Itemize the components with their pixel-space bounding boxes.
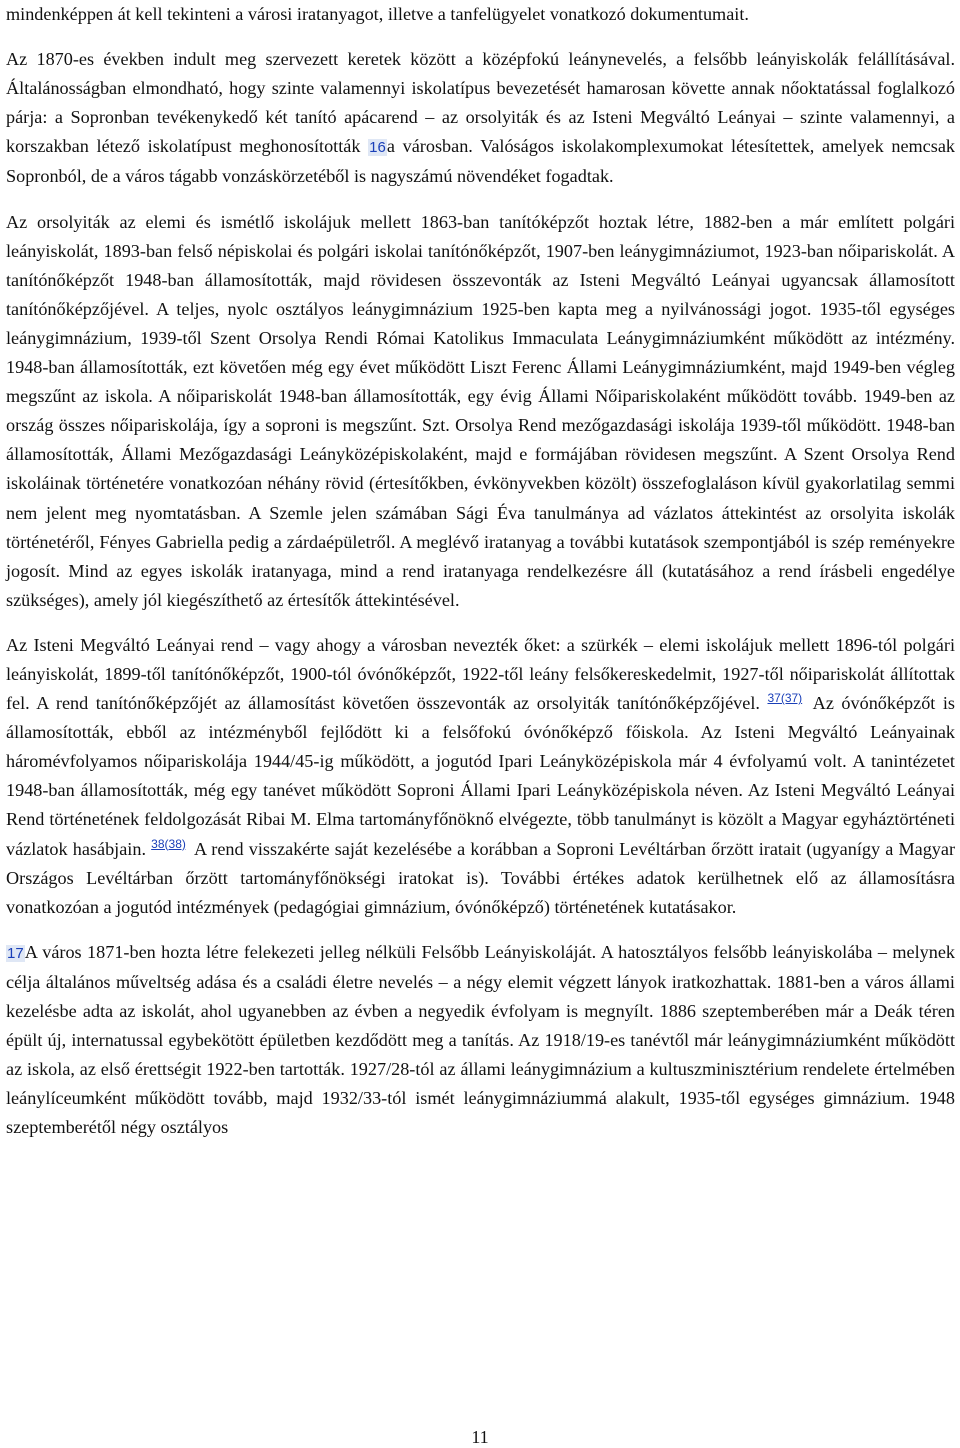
paragraph-text: a városban. Valóságos iskolakomplexumokat létesítettek, amelyek nemcsak Sopronból, de a város tágabb vonzáskörzetéből is nagyszámú növendéket fogadtak. [6, 136, 955, 187]
paragraph-text: A város 1871-ben hozta létre felekezeti jelleg nélküli Felsőbb Leányiskoláját. A hatosztályos felsőbb leányiskolába – melynek célja általános műveltség adása és a családi életre nevelés – a négy elemit végzett lányok iratkozhattak. 1881-ben a város állami kezelésbe adta az iskolát, ahol ugyanebben az évben a negyedik évfolyam is megnyílt. 1886 szeptemberében már a Deák téren épült új, internatussal egybekötött épületben kezdődött meg a tanítás. Az 1918/19-es tanévtől már leánygimnáziumként működött az iskola, az első érettségit 1922-ben tartották. 1927/28-tól az állami leánygimnázium a kultuszminisztérium rendelete értelmében leánylíceumként működött tovább, majd 1932/33-tól ismét leánygimnáziummá alakult, 1935-től egységes gimnázium. 1948 szeptemberétől négy osztályos [6, 941, 955, 1138]
paragraph-text: Az óvónőképzőt is államosították, ebből az intézményből fejlődött ki a felsőfokú óvónőképző főiskola. Az Isteni Megváltó Leányainak háromévfolyamos nőipariskolája 1944/45-ig működött, a jogutód Ipari Leányközépiskola már 4 évfolyamú volt. A tanintézetet 1948-ban államosították, még egy tanévet működött Soproni Állami Ipari Leányközépiskola néven. Az Isteni Megváltó Leányai Rend történetének feldolgozását Ribai M. Elma tartományfőnöknő elvégezte, több tanulmányt is közölt a Magyar egyháztörténeti vázlatok hasábjain. [6, 693, 956, 859]
page-number: 11 [471, 1427, 489, 1447]
paragraph-gap [6, 615, 955, 631]
paragraph-text: Az 1870-es években indult meg szervezett keretek között a középfokú leánynevelés, a felsőbb leányiskolák felállításával. Általánosságban elmondható, hogy szinte valamennyi iskolatípus bevezetését hamarosan követte annak nőoktatással foglalkozó párja: a Sopronban tevékenykedő két tanító apácarend – az orsolyiták és az Isteni Megváltó Leányai – szinte valamennyi, a korszakban létező iskolatípust meghonosították [6, 49, 955, 157]
paragraph-secondary-education [6, 45, 955, 191]
paragraph-gap [6, 29, 955, 45]
paragraph-intro-end: mindenképpen át kell tekinteni a városi iratanyagot, illetve a tanfelügyelet vonatkozó dokumentumait. [6, 4, 749, 24]
paragraph-text: A rend visszakérte saját kezelésébe a korábban a Soproni Levéltárban őrzött iratait (ugyanígy a Magyar Országos Levéltárban őrzött tartományfőnökségi iratokat is). További értékes adatok kerülhetnek elő az államosításra vonatkozóan a jogutód intézmények (pedagógiai gimnázium, óvónőképző) történetének kutatásakor. [6, 838, 956, 917]
document-body [6, 0, 955, 1142]
paragraph-isteni-megvalto-schools [6, 631, 955, 922]
footnote-link-37[interactable]: 37(37) [767, 691, 803, 706]
footnote-link-38[interactable]: 38(38) [151, 836, 186, 851]
page-marker-16: 16 [369, 139, 386, 157]
paragraph-text: Az Isteni Megváltó Leányai rend – vagy ahogy a városban nevezték őket: a szürkék – elemi iskolájuk mellett 1896-tól polgári leányiskolát, 1899-től tanítónőképzőt, 1900-tól óvónőképzőt, 1922-től leány felsőkereskedelmit, 1927-től nőipariskolát állítottak fel. A rend tanítónőképzőjét az államosítást követően összevonták az orsolyiták tanítónőképzőjével. [6, 634, 955, 714]
paragraph-city-girls-school [6, 938, 955, 1143]
paragraph-gap [6, 192, 955, 208]
paragraph-orsolyita-schools: Az orsolyiták az elemi és ismétlő iskolájuk mellett 1863-ban tanítóképzőt hoztak létre, 1882-ben a már említett polgári leányiskolát, 1893-ban felső népiskolai és polgári iskolai tanítónőképzőt, 1907-ben leánygimnáziumot, 1923-ban nőipariskolát. A tanítónőképzőt 1948-ban államosították, majd rövidesen összevonták az Isteni Megváltó Leányai ugyancsak államosított tanítónőképzőjével. A teljes, nyolc osztályos leánygimnázium 1925-ben kapta meg a nyilvánossági jogot. 1935-től egységes leánygimnázium, 1939-től Szent Orsolya Rendi Római Katolikus Immaculata Leánygimnáziumként működött az intézmény. 1948-ban államosították, ezt követően még egy évet működött Liszt Ferenc Állami Leánygimnáziumként, majd 1949-ben végleg megszűnt az iskola. A nőipariskolát 1948-ban államosították, egy évig Állami Nőipariskolaként működött tovább. 1949-ben az ország összes nőipariskolája, így a soproni is megszűnt. Szt. Orsolya Rend mezőgazdasági iskolája 1939-től működött. 1948-ban államosították, Állami Mezőgazdasági Leányközépiskolaként, majd e formájában rövidesen megszűnt. A Szent Orsolya Rend iskoláinak történetére vonatkozóan néhány rövid (értesítőkben, évkönyvekben közölt) összefoglaláson kívül gyakorlatilag semmi nem jelent meg nyomtatásban. A Szemle jelen számában Sági Éva tanulmánya ad vázlatos áttekintést az orsolyita iskolák történetéről, Fényes Gabriella pedig a zárdaépületről. A meglévő iratanyag a további kutatások szempontjából is szép reményekre jogosít. Mind az egyes iskolák iratanyaga, mind a rend iratanyaga rendelkezésre áll (kutatásához a rend írásbeli engedélye szükséges), amely jól kiegészíthető az értesítők áttekintésével. [6, 211, 955, 610]
page-marker-17: 17 [7, 944, 24, 962]
paragraph-gap [6, 922, 955, 938]
